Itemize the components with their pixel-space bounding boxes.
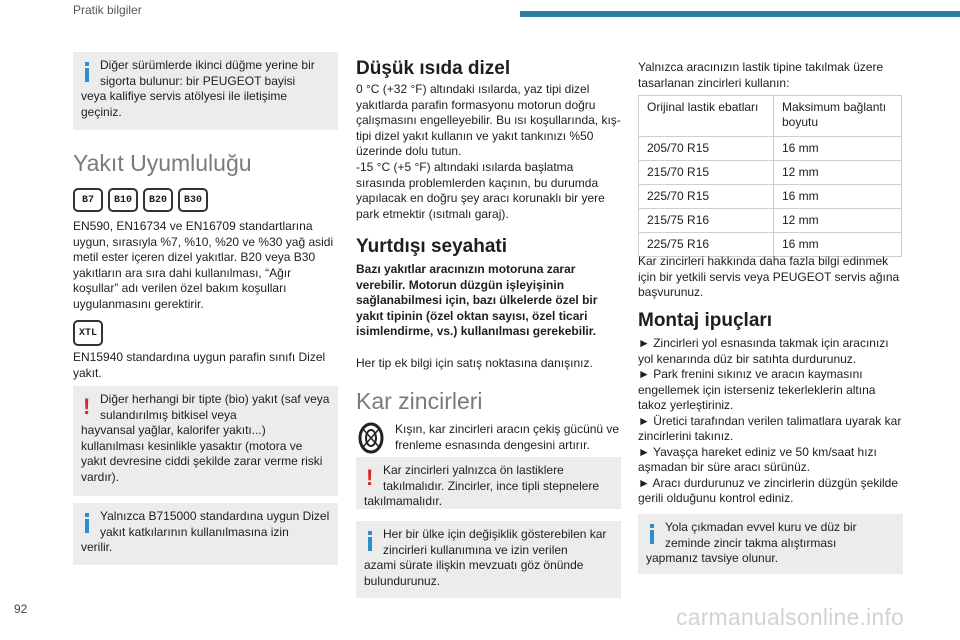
badge-b7: B7 [73, 188, 103, 212]
note-text-first: Yalnızca B715000 standardına uygun Dizel yakıt katkılarının kullanılmasına izin [100, 509, 330, 539]
warning-icon: ! [83, 394, 91, 419]
table-cell: 225/75 R16 [639, 233, 774, 257]
heading-cold-diesel: Düşük ısıda dizel [356, 58, 511, 79]
info-icon [366, 531, 380, 553]
tip-item: ► Yavaşça hareket ediniz ve 50 km/saat hızı aşmadan bir süre aracı sürünüz. [638, 444, 877, 474]
note-text-rest: yapmanız tavsiye olunur. [646, 551, 779, 565]
table-cell: 225/70 R15 [639, 185, 774, 209]
table-cell: 215/75 R16 [639, 209, 774, 233]
table-cell: 215/70 R15 [639, 161, 774, 185]
note-text-rest: verilir. [81, 540, 113, 554]
header-accent-bar [520, 11, 960, 17]
note-text-rest: takılmamalıdır. [364, 494, 443, 508]
note-text-first: Her bir ülke için değişiklik gösterebilen kar zincirleri kullanımına ve izin verilen [383, 527, 607, 557]
warning-icon: ! [366, 465, 374, 490]
note-text-first: Diğer sürümlerde ikinci düğme yerine bir sigorta bulunur: bir PEUGEOT bayisi [100, 58, 315, 88]
fuel-paragraph: EN590, EN16734 ve EN16709 standartlarına uygun, sırasıyla %7, %10, %20 ve %30 yağ asidi metil ester içeren dizel yakıtlar. B20 veya B30 yakıtların ara sıra dahi kullanılması, “Ağır koşullar” adı verilen özel bakım koşulları uygulanmasını gerektirir. [73, 219, 334, 311]
table-header-cell: Orijinal lastik ebatları [639, 96, 774, 137]
info-icon [83, 62, 97, 84]
note-info-practice [638, 514, 903, 574]
snow-chain-icon [356, 422, 386, 454]
note-fuse-info [73, 52, 338, 130]
table-cell: 16 mm [774, 137, 902, 161]
badge-b10: B10 [108, 188, 138, 212]
tip-item: ► Üretici tarafından verilen talimatlara uyarak kar zincirlerini takınız. [638, 413, 902, 443]
note-text-first: Yola çıkmadan evvel kuru ve düz bir zeminde zincir takma alıştırması [665, 520, 857, 550]
note-text-first: Diğer herhangi bir tipte (bio) yakıt (saf veya sulandırılmış bitkisel veya [100, 392, 330, 422]
heading-abroad: Yurtdışı seyahati [356, 236, 508, 257]
cold-paragraph-2: -15 °C (+5 °F) altındaki ısılarda başlatma sırasında problemlerden kaçının, bu durumda yapılacak en doğru şey aracı korunaklı bir yere park etmektir (ısıtmalı garaj). [356, 160, 605, 221]
badge-xtl: XTL [73, 320, 103, 346]
abroad-bold-paragraph: Bazı yakıtlar aracınızın motoruna zarar verebilir. Motorun düzgün işleyişinin sağlanabilmesi için, bazı ülkelerde özel bir yakıt tipinin (özel oktan sayısı, özel ticari isimlendirme, vs.) kullanılması gerekebilir. [356, 262, 598, 338]
fuel-badges [73, 188, 208, 212]
table-header-cell: Maksimum bağlantı boyutu [774, 96, 902, 137]
note-text-rest: hayvansal yağlar, kalorifer yakıtı...) kullanılması kesinlikle yasaktır (motora ve yakıt devresine ciddi şekilde zarar verme riski vardır). [81, 423, 323, 484]
abroad-paragraph: Her tip ek bilgi için satış noktasına danışınız. [356, 356, 593, 370]
xtl-paragraph: EN15940 standardına uygun parafin sınıfı Dizel yakıt. [73, 350, 326, 380]
table-row [639, 209, 902, 233]
table-cell: 16 mm [774, 233, 902, 257]
badge-b20: B20 [143, 188, 173, 212]
tip-item: ► Park frenini sıkınız ve aracın kaymasını engellemek için isterseniz tekerleklerin altına takoz yerleştiriniz. [638, 367, 876, 412]
chains-intro: Yalnızca aracınızın lastik tipine takılmak üzere tasarlanan zincirleri kullanın: [638, 60, 884, 90]
note-info-legislation [356, 521, 621, 598]
page-number: 92 [14, 602, 28, 616]
cold-paragraph: 0 °C (+32 °F) altındaki ısılarda, yaz tipi dizel yakıtlarda parafin formasyonu motorun doğru çalışmasını engelleyebilir. Bu ısı koşullarında, kış-tipi dizel yakıt kullanın ve yakıt tankınızı %50 üzerinde dolu tutun. [356, 82, 621, 158]
info-icon [83, 513, 97, 535]
heading-snow-chains: Kar zincirleri [356, 388, 483, 414]
note-text-rest: azami sürate ilişkin mevzuatı göz önünde bulundurunuz. [364, 558, 584, 588]
tips-list [638, 336, 903, 507]
note-text-rest: veya kalifiye servis atölyesi ile iletişime geçiniz. [81, 89, 288, 119]
tip-item: ► Zincirleri yol esnasında takmak için aracınızı yol kenarında düz bir satıhta durdurunuz. [638, 336, 889, 366]
table-cell: 12 mm [774, 161, 902, 185]
note-warning-biofuel [73, 386, 338, 496]
after-table-paragraph: Kar zincirleri hakkında daha fazla bilgi edinmek için bir yetkili servis veya PEUGEOT servis ağına başvurunuz. [638, 254, 900, 299]
table-cell: 16 mm [774, 185, 902, 209]
table-row [639, 233, 902, 257]
table-header-row [639, 96, 902, 137]
heading-mount-tips: Montaj ipuçları [638, 310, 773, 331]
chain-size-table [638, 95, 902, 257]
table-cell: 205/70 R15 [639, 137, 774, 161]
table-row [639, 137, 902, 161]
note-warning-chains [356, 457, 621, 509]
info-icon [648, 524, 662, 546]
note-info-additives [73, 503, 338, 565]
table-row [639, 185, 902, 209]
heading-fuel-compat: Yakıt Uyumluluğu [73, 150, 252, 176]
table-cell: 12 mm [774, 209, 902, 233]
table-row [639, 161, 902, 185]
tip-item: ► Aracı durdurunuz ve zincirlerin düzgün şekilde gerili olduğunu kontrol ediniz. [638, 475, 899, 505]
header-title: Pratik bilgiler [73, 3, 142, 17]
watermark: carmanualsonline.info [676, 604, 904, 630]
badge-b30: B30 [178, 188, 208, 212]
note-text-first: Kar zincirleri yalnızca ön lastiklere takılmalıdır. Zincirler, ince tipli stepnelere [383, 463, 600, 493]
chains-paragraph: Kışın, kar zincirleri aracın çekiş gücünü ve frenleme esnasında dengesini artırır. [395, 422, 620, 452]
